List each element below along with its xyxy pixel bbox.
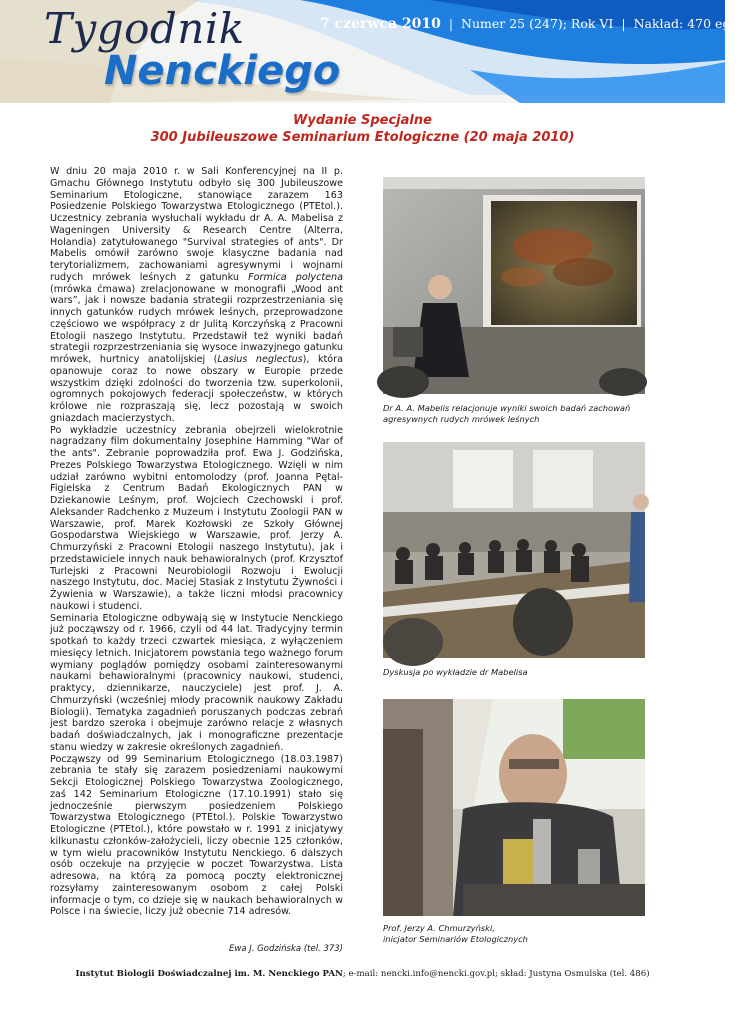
photo-professor-caption-line1: Prof. Jerzy A. Chmurzyński, bbox=[383, 923, 495, 933]
issue-info bbox=[320, 16, 741, 32]
article-paragraph: Seminaria Etologiczne odbywają się w Instytucie Nenckiego już począwszy od r. 1966, czyli od 44 lat. Tradycyjny termin spotkań to każdy trzeci czwartek miesiąca, z wyłączeniem miesięcy letnich. Inicjatorem powstania tego ważnego forum wymiany poglądów pomiędzy osobami zainteresowanymi naukami behawioralnymi (pracownicy naukowi, studenci, praktycy, dziennikarze, nauczyciele) jest prof. J. A. Chmurzyński (wcześniej młody pracownik naukowy Zakładu Biologii). Tematyka zagadnień poruszanych podczas zebrań jest bardzo szeroka i obejmuje zarówno relacje z własnych badań doświadczalnych, jak i monograficzne prezentacje stanu wiedzy w zakresie określonych zagadnień. bbox=[50, 612, 343, 753]
photo-lecturer-caption: Dr A. A. Mabelis relacjonuje wyniki swoich badań zachowań agresywnych rudych mrówek leśnych bbox=[383, 403, 631, 424]
photo-lecturer bbox=[383, 177, 645, 394]
species-name: Lasius neglectus bbox=[217, 354, 303, 365]
article-paragraph: Począwszy od 99 Seminarium Etologicznego (18.03.1987) zebrania te stały się zarazem posiedzeniami naukowymi Sekcji Etologicznej Polskiego Towarzystwa Zoologicznego, zaś 142 Seminarium Etologiczne (17.10.1991) stało się jednocześnie pierwszym posiedzeniem Polskiego Towarzystwa Etologicznego (PTEtol.). Polskie Towarzystwo Etologiczne (PTEtol.), które powstało w r. 1991 z inicjatywy kilkunastu członków-założycieli, liczy obecnie 125 członków, w tym wielu pracowników Instytutu Nenckiego. 6 dalszych osób oczekuje na przyjęcie w poczet Towarzystwa. Lista adresowa, na którą za pomocą poczty elektronicznej rozsyłamy zainteresowanym osobom z całej Polski informacje o tym, co dzieje się w naukach behawioralnych w Polsce i na świecie, liczy już obecnie 714 adresów. bbox=[50, 753, 343, 918]
photo-discussion-image bbox=[383, 442, 645, 658]
photo-professor-caption bbox=[383, 923, 663, 945]
headline-title: 300 Jubileuszowe Seminarium Etologiczne (20 maja 2010) bbox=[150, 130, 575, 145]
species-name: Formica polyctena bbox=[248, 271, 343, 283]
photo-discussion bbox=[383, 442, 645, 658]
photo-professor-image bbox=[383, 699, 645, 916]
article-text: ), która opanowuje coraz to nowe obszary w Europie przede wszystkim dzięki zdolności do tworzenia tzw. superkolonii, ogromnych pokojowych federacji społeczeństw, w których królowe nie rozpraszają się, lecz pozostają w swoich gniazdach macierzystych. bbox=[50, 354, 343, 424]
issue-separator: | bbox=[621, 16, 626, 31]
article-signature: Ewa J. Godzińska (tel. 373) bbox=[229, 944, 343, 954]
masthead-title-line1: Tygodnik bbox=[44, 4, 245, 53]
masthead-title-line2: Nenckiego bbox=[104, 48, 341, 94]
photo-professor-caption-line2: inicjator Seminariów Etologicznych bbox=[383, 934, 528, 944]
masthead bbox=[0, 0, 741, 103]
issue-circulation: Nakład: 470 egz. bbox=[633, 16, 741, 31]
issue-date: 7 czerwca 2010 bbox=[320, 16, 441, 32]
article-paragraph bbox=[50, 166, 343, 425]
headline-kicker: Wydanie Specjalne bbox=[293, 113, 432, 128]
issue-number: Numer 25 (247); Rok VI bbox=[461, 16, 614, 31]
issue-separator: | bbox=[448, 16, 454, 31]
page-footer bbox=[0, 969, 725, 979]
photo-lecturer-image bbox=[383, 177, 645, 394]
article-body bbox=[50, 166, 343, 918]
photo-professor bbox=[383, 699, 645, 916]
footer-institution: Instytut Biologii Doświadczalnej im. M. Nenckiego PAN bbox=[75, 969, 343, 979]
article-text: (mrówka ćmawa) zrelacjonowane w monografii „Wood ant wars”, jak i nowsze badania strategii rozprzestrzeniania się innych gatunków rudych mrówek leśnych, przeprowadzone częściowo we współpracy z dr Julitą Korczyńską z Pracowni Etologii naszego Instytutu. Przedstawił też wyniki badań strategii rozprzestrzeniania się wysoce inwazyjnego gatunku mrówek, hurtnicy anatolijskiej ( bbox=[50, 283, 343, 365]
photo-discussion-caption: Dyskusja po wykładzie dr Mabelisa bbox=[383, 667, 528, 677]
article-text: W dniu 20 maja 2010 r. w Sali Konferencyjnej na II p. Gmachu Głównego Instytutu odbyło się 300 Jubileuszowe Seminarium Etologiczne, stanowiące zarazem 163 Posiedzenie Polskiego Towarzystwa Etologicznego (PTEtol.). Uczestnicy zebrania wysłuchali wykładu dr A. A. Mabelisa z Wageningen University & Research Centre (Alterra, Holandia) zatytułowanego "Survival strategies of ants". Dr Mabelis omówił zarówno swoje klasyczne badania nad terytorializmem, zachowaniami agresywnymi i wojnami rudych mrówek leśnych z gatunku bbox=[50, 166, 343, 283]
footer-contact: ; e-mail: nencki.info@nencki.gov.pl; skład: Justyna Osmulska (tel. 486) bbox=[342, 969, 650, 979]
article-paragraph: Po wykładzie uczestnicy zebrania obejrzeli wielokrotnie nagradzany film dokumentalny Josephine Hamming "War of the ants". Zebranie poprowadziła prof. Ewa J. Godzińska, Prezes Polskiego Towarzystwa Etologicznego. Wzięli w nim udział zarówno wybitni entomolodzy (prof. Joanna Pętal-Figielska z Centrum Badań Ekologicznych PAN w Dziekanowie Leśnym, prof. Wojciech Czechowski i prof. Aleksander Radchenko z Muzeum i Instytutu Zoologii PAN w Warszawie, prof. Marek Kozłowski ze Szkoły Głównej Gospodarstwa Wiejskiego w Warszawie, prof. Jerzy A. Chmurzyński z Pracowni Etologii naszego Instytutu), jak i przedstawiciele innych nauk behawioralnych (prof. Krzysztof Turlejski z Pracowni Neurobiologii Rozwoju i Ewolucji naszego Instytutu, doc. Maciej Stasiak z Instytutu Żywności i Żywienia w Warszawie), a także liczni młodsi pracownicy naukowi i studenci. bbox=[50, 424, 343, 612]
